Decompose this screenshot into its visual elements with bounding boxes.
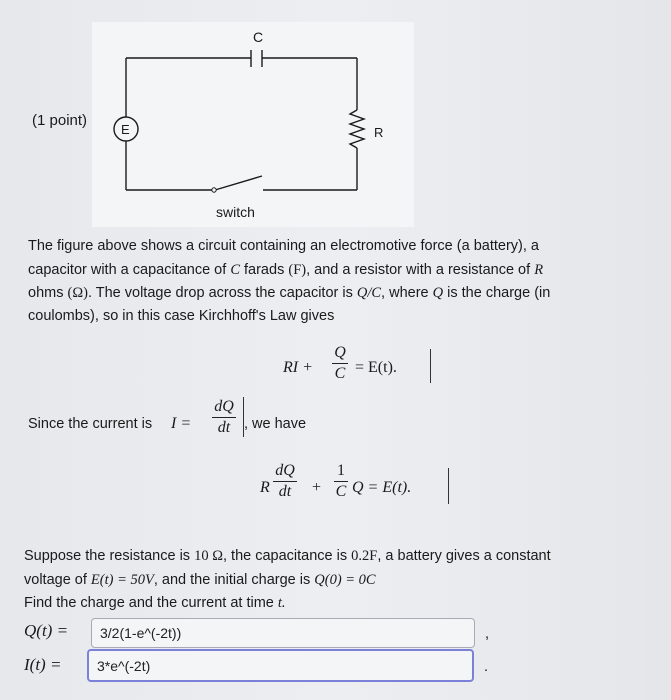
switch-contact xyxy=(212,188,216,192)
current-line-prefix: Since the current is xyxy=(28,416,153,432)
emf-label: E xyxy=(121,122,130,137)
eq2-rest: Q = E(t). xyxy=(352,479,412,496)
circuit-diagram xyxy=(0,0,671,235)
eq1-numerator: Q xyxy=(334,344,346,361)
symbol-Q-over-C: Q/C xyxy=(356,285,382,301)
current-answer-input[interactable] xyxy=(87,649,474,682)
intro-where-text: where xyxy=(389,285,429,301)
eq2-numerator-1: dQ xyxy=(275,462,295,479)
intro-charge-text: is the charge (in xyxy=(447,285,551,301)
current-denominator: dt xyxy=(217,419,231,436)
current-fraction xyxy=(212,398,236,437)
eq2-numerator-2: 1 xyxy=(337,462,345,479)
eq2-fraction-1 xyxy=(273,462,297,501)
eq1-fraction-bar xyxy=(332,363,348,364)
suppose-text-a: Suppose the resistance is xyxy=(24,548,191,564)
text-cursor-3 xyxy=(448,468,449,504)
resistor-label: R xyxy=(374,125,384,140)
current-answer-label: I(t) = xyxy=(24,655,62,674)
symbol-Q: Q xyxy=(432,285,444,301)
intro-farads-text: farads xyxy=(244,262,285,278)
voltage-value: E(t) = 50V xyxy=(90,572,154,588)
charge-answer-input[interactable] xyxy=(91,618,475,648)
suppose-text-c: , a battery gives a constant xyxy=(377,548,551,564)
text-cursor xyxy=(430,349,431,383)
symbol-F: (F) xyxy=(288,262,307,278)
symbol-R: R xyxy=(534,262,544,278)
eq2-R: R xyxy=(260,479,270,496)
intro-voltage-text: The voltage drop across the capacitor is xyxy=(95,285,353,301)
intro-ohms-text: ohms xyxy=(28,285,64,301)
capacitance-value: 0.2F xyxy=(351,548,378,564)
suppose-text-d: voltage of xyxy=(24,572,87,588)
current-I-equals: I = xyxy=(171,415,192,432)
intro-resistance-text: and a resistor with a resistance of xyxy=(314,262,531,278)
symbol-C: C xyxy=(230,262,240,278)
capacitor-label: C xyxy=(253,29,264,45)
resistance-value: 10 Ω xyxy=(194,548,223,564)
suppose-text-e: , and the initial charge is xyxy=(153,572,311,588)
initial-charge-value: Q(0) = 0C xyxy=(314,572,376,588)
intro-capacitance-text: capacitor with a capacitance of xyxy=(28,262,227,278)
points-label: (1 point) xyxy=(32,112,88,129)
charge-answer-trailing: , xyxy=(485,626,490,642)
circuit-background xyxy=(92,22,414,227)
eq2-denominator-2: C xyxy=(335,483,347,500)
eq1-rhs: = E(t). xyxy=(355,359,397,376)
charge-answer-label: Q(t) = xyxy=(24,621,69,640)
intro-line-3: ohms (Ω). The voltage drop across the capacitor is Q/C, where Q is the charge (in xyxy=(28,285,551,301)
eq2-denominator-1: dt xyxy=(278,483,292,500)
time-symbol: t. xyxy=(277,595,286,611)
current-fraction-bar xyxy=(212,417,236,418)
eq1-lhs: RI + xyxy=(283,359,313,376)
suppose-text-b: , the capacitance is xyxy=(222,548,348,564)
switch-label: switch xyxy=(216,204,255,220)
eq2-fraction-bar-2 xyxy=(334,481,348,482)
suppose-line-1 xyxy=(24,546,551,566)
suppose-text-f: Find the charge and the current at time xyxy=(24,595,274,611)
suppose-line-3 xyxy=(24,593,286,613)
eq2-fraction-bar-1 xyxy=(273,481,297,482)
intro-line-2: capacitor with a capacitance of C farads (F), and a resistor with a resistance of R xyxy=(28,262,544,278)
eq1-denominator: C xyxy=(334,365,346,382)
current-line-suffix: , we have xyxy=(244,416,307,432)
eq2-fraction-2 xyxy=(334,462,348,501)
current-numerator: dQ xyxy=(214,398,234,415)
current-answer-trailing: . xyxy=(484,659,489,675)
intro-line-1: The figure above shows a circuit containing an electromotive force (a battery), a xyxy=(28,238,539,254)
symbol-ohm: (Ω) xyxy=(67,285,88,301)
eq1-fraction xyxy=(332,344,348,383)
eq2-plus: + xyxy=(312,479,322,496)
intro-line-4: coulombs), so in this case Kirchhoff's Law gives xyxy=(28,308,335,324)
suppose-line-2 xyxy=(24,570,376,590)
